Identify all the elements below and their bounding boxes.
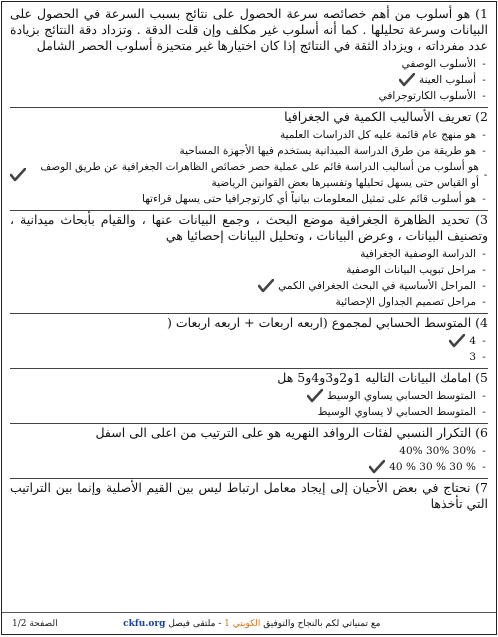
answer-option[interactable] — [10, 246, 488, 262]
answer-option[interactable] — [10, 459, 488, 475]
option-bullet: - — [482, 58, 486, 70]
answer-option[interactable] — [10, 127, 488, 143]
option-text: 3 — [469, 351, 476, 363]
answer-option[interactable] — [10, 159, 488, 191]
answer-option[interactable] — [10, 349, 488, 365]
option-bullet: - — [482, 351, 486, 363]
option-bullet: - — [482, 390, 486, 402]
answer-option[interactable] — [10, 388, 488, 404]
option-bullet: - — [482, 129, 486, 141]
checkmark-icon — [258, 279, 274, 293]
checkmark-icon — [307, 389, 323, 403]
question-text: 5) امامك البيانات التاليه 1و2و3و4و5 هل — [277, 370, 488, 385]
question-text: 6) التكرار النسبي لفئات الروافد النهريه هو على الترتيب من اعلى الى اسفل — [95, 425, 488, 440]
option-text: هو منهج عام قائمة عليه كل الدراسات العلمية — [279, 129, 476, 141]
question-text: 1) هو أسلوب من أهم خصائصه سرعة الحصول على نتائج بسبب السرعة في الحصول على البيانات وسرعة تحليلها . كما أنه أسلوب غير مكلف وإن قلت الدقة . وتزداد دقة النتائج بزيادة عدد مفرداته ، ويزداد الثقة في النتائج إذا كان اختيارها غير متحيزة أسلوب الحصر الشامل — [10, 6, 488, 53]
question-text: 3) تحديد الظاهرة الجغرافية موضع البحث ، وجمع البيانات عنها ، والقيام بأبحاث ميدانية ، وتصنيف البيانات ، وعرض البيانات ، وتحليل البيانات إحصائيا هي — [10, 212, 488, 243]
option-bullet: - — [482, 90, 486, 102]
question-block — [10, 479, 488, 517]
footer-credit — [123, 619, 380, 629]
answer-option[interactable] — [10, 262, 488, 278]
question-text: 2) تعريف الأساليب الكمية في الجغرافيا — [284, 109, 488, 124]
option-bullet: - — [482, 145, 486, 157]
question-text: 4) المتوسط الحسابي لمجموع (اربعه اربعات + اربعه اربعات ( — [167, 315, 488, 330]
question-block — [10, 5, 488, 108]
answer-option[interactable] — [10, 88, 488, 104]
option-bullet: - — [482, 280, 486, 292]
option-bullet: - — [483, 169, 488, 181]
option-bullet: - — [482, 296, 486, 308]
option-bullet: - — [482, 264, 486, 276]
option-text: المتوسط الحسابي يساوي الوسيط — [327, 390, 476, 402]
option-text: هو أسلوب من أساليب الدراسة قائم على عملية حصر خصائص الظاهرات الجغرافية عن طريق الوصف أو القياس حتى يسهل تحليلها وتفسيرها بعض القوانين الرياضية — [40, 161, 479, 189]
checkmark-icon — [399, 73, 415, 87]
question-block — [10, 108, 488, 211]
answer-option[interactable] — [10, 404, 488, 420]
answer-option[interactable] — [10, 278, 488, 294]
option-text: أسلوب العينة — [419, 74, 476, 86]
answer-option[interactable] — [10, 143, 488, 159]
answer-option[interactable] — [10, 72, 488, 88]
page-footer — [2, 612, 496, 634]
option-bullet: - — [482, 406, 486, 418]
document-page — [1, 1, 497, 635]
questions-container — [2, 2, 496, 517]
question-block — [10, 424, 488, 479]
option-text: مراحل تصميم الجداول الإحصائية — [335, 296, 476, 308]
checkmark-icon — [449, 334, 465, 348]
option-text: الأسلوب الكارتوجرافي — [378, 90, 476, 102]
option-text: المراحل الأساسية في البحث الجغرافي الكمي — [278, 280, 476, 292]
answer-option[interactable] — [10, 294, 488, 310]
option-text: مراحل تبويب البيانات الوصفية — [346, 264, 476, 276]
option-bullet: - — [482, 74, 486, 86]
option-text: 30% 30% 40% — [399, 445, 476, 457]
option-text: هو طريقة من طرق الدراسة الميدانية يستخدم فيها الأجهزة المساحية — [179, 145, 476, 157]
option-bullet: - — [482, 248, 486, 260]
answer-option[interactable] — [10, 443, 488, 459]
question-block — [10, 314, 488, 369]
option-text: الأسلوب الوصفي — [401, 58, 476, 70]
checkmark-icon — [369, 460, 385, 474]
option-bullet: - — [482, 335, 486, 347]
option-text: % 30 % 30 % 40 — [389, 461, 476, 473]
option-bullet: - — [482, 445, 486, 457]
option-text: الدراسة الوصفية الجغرافية — [360, 248, 476, 260]
question-block — [10, 369, 488, 424]
footer-brand: الكويتي 1 — [224, 618, 261, 629]
question-text: 7) نحتاج في بعض الأحيان إلى إيجاد معامل ارتباط ليس بين القيم الأصلية وإنما بين التراتيب التي تأخذها — [10, 480, 488, 511]
page-number: الصفحة 1/2 — [12, 618, 58, 629]
answer-option[interactable] — [10, 333, 488, 349]
option-text: المتوسط الحسابي لا يساوي الوسيط — [317, 406, 476, 418]
footer-site-link[interactable]: ckfu.org — [123, 618, 166, 629]
footer-separator: - ملتقى فيصل — [165, 618, 225, 629]
answer-option[interactable] — [10, 191, 488, 207]
checkmark-icon — [10, 168, 26, 182]
option-bullet: - — [482, 461, 486, 473]
answer-option[interactable] — [10, 56, 488, 72]
footer-prefix: مع تمنياتي لكم بالنجاح والتوفيق — [263, 618, 381, 629]
question-block — [10, 211, 488, 314]
option-text: هو أسلوب قائم على تمثيل المعلومات بيانياً أي كارتوجرافيا حتى يسهل قراءتها — [142, 193, 476, 205]
option-bullet: - — [482, 193, 486, 205]
option-text: 4 — [469, 335, 476, 347]
